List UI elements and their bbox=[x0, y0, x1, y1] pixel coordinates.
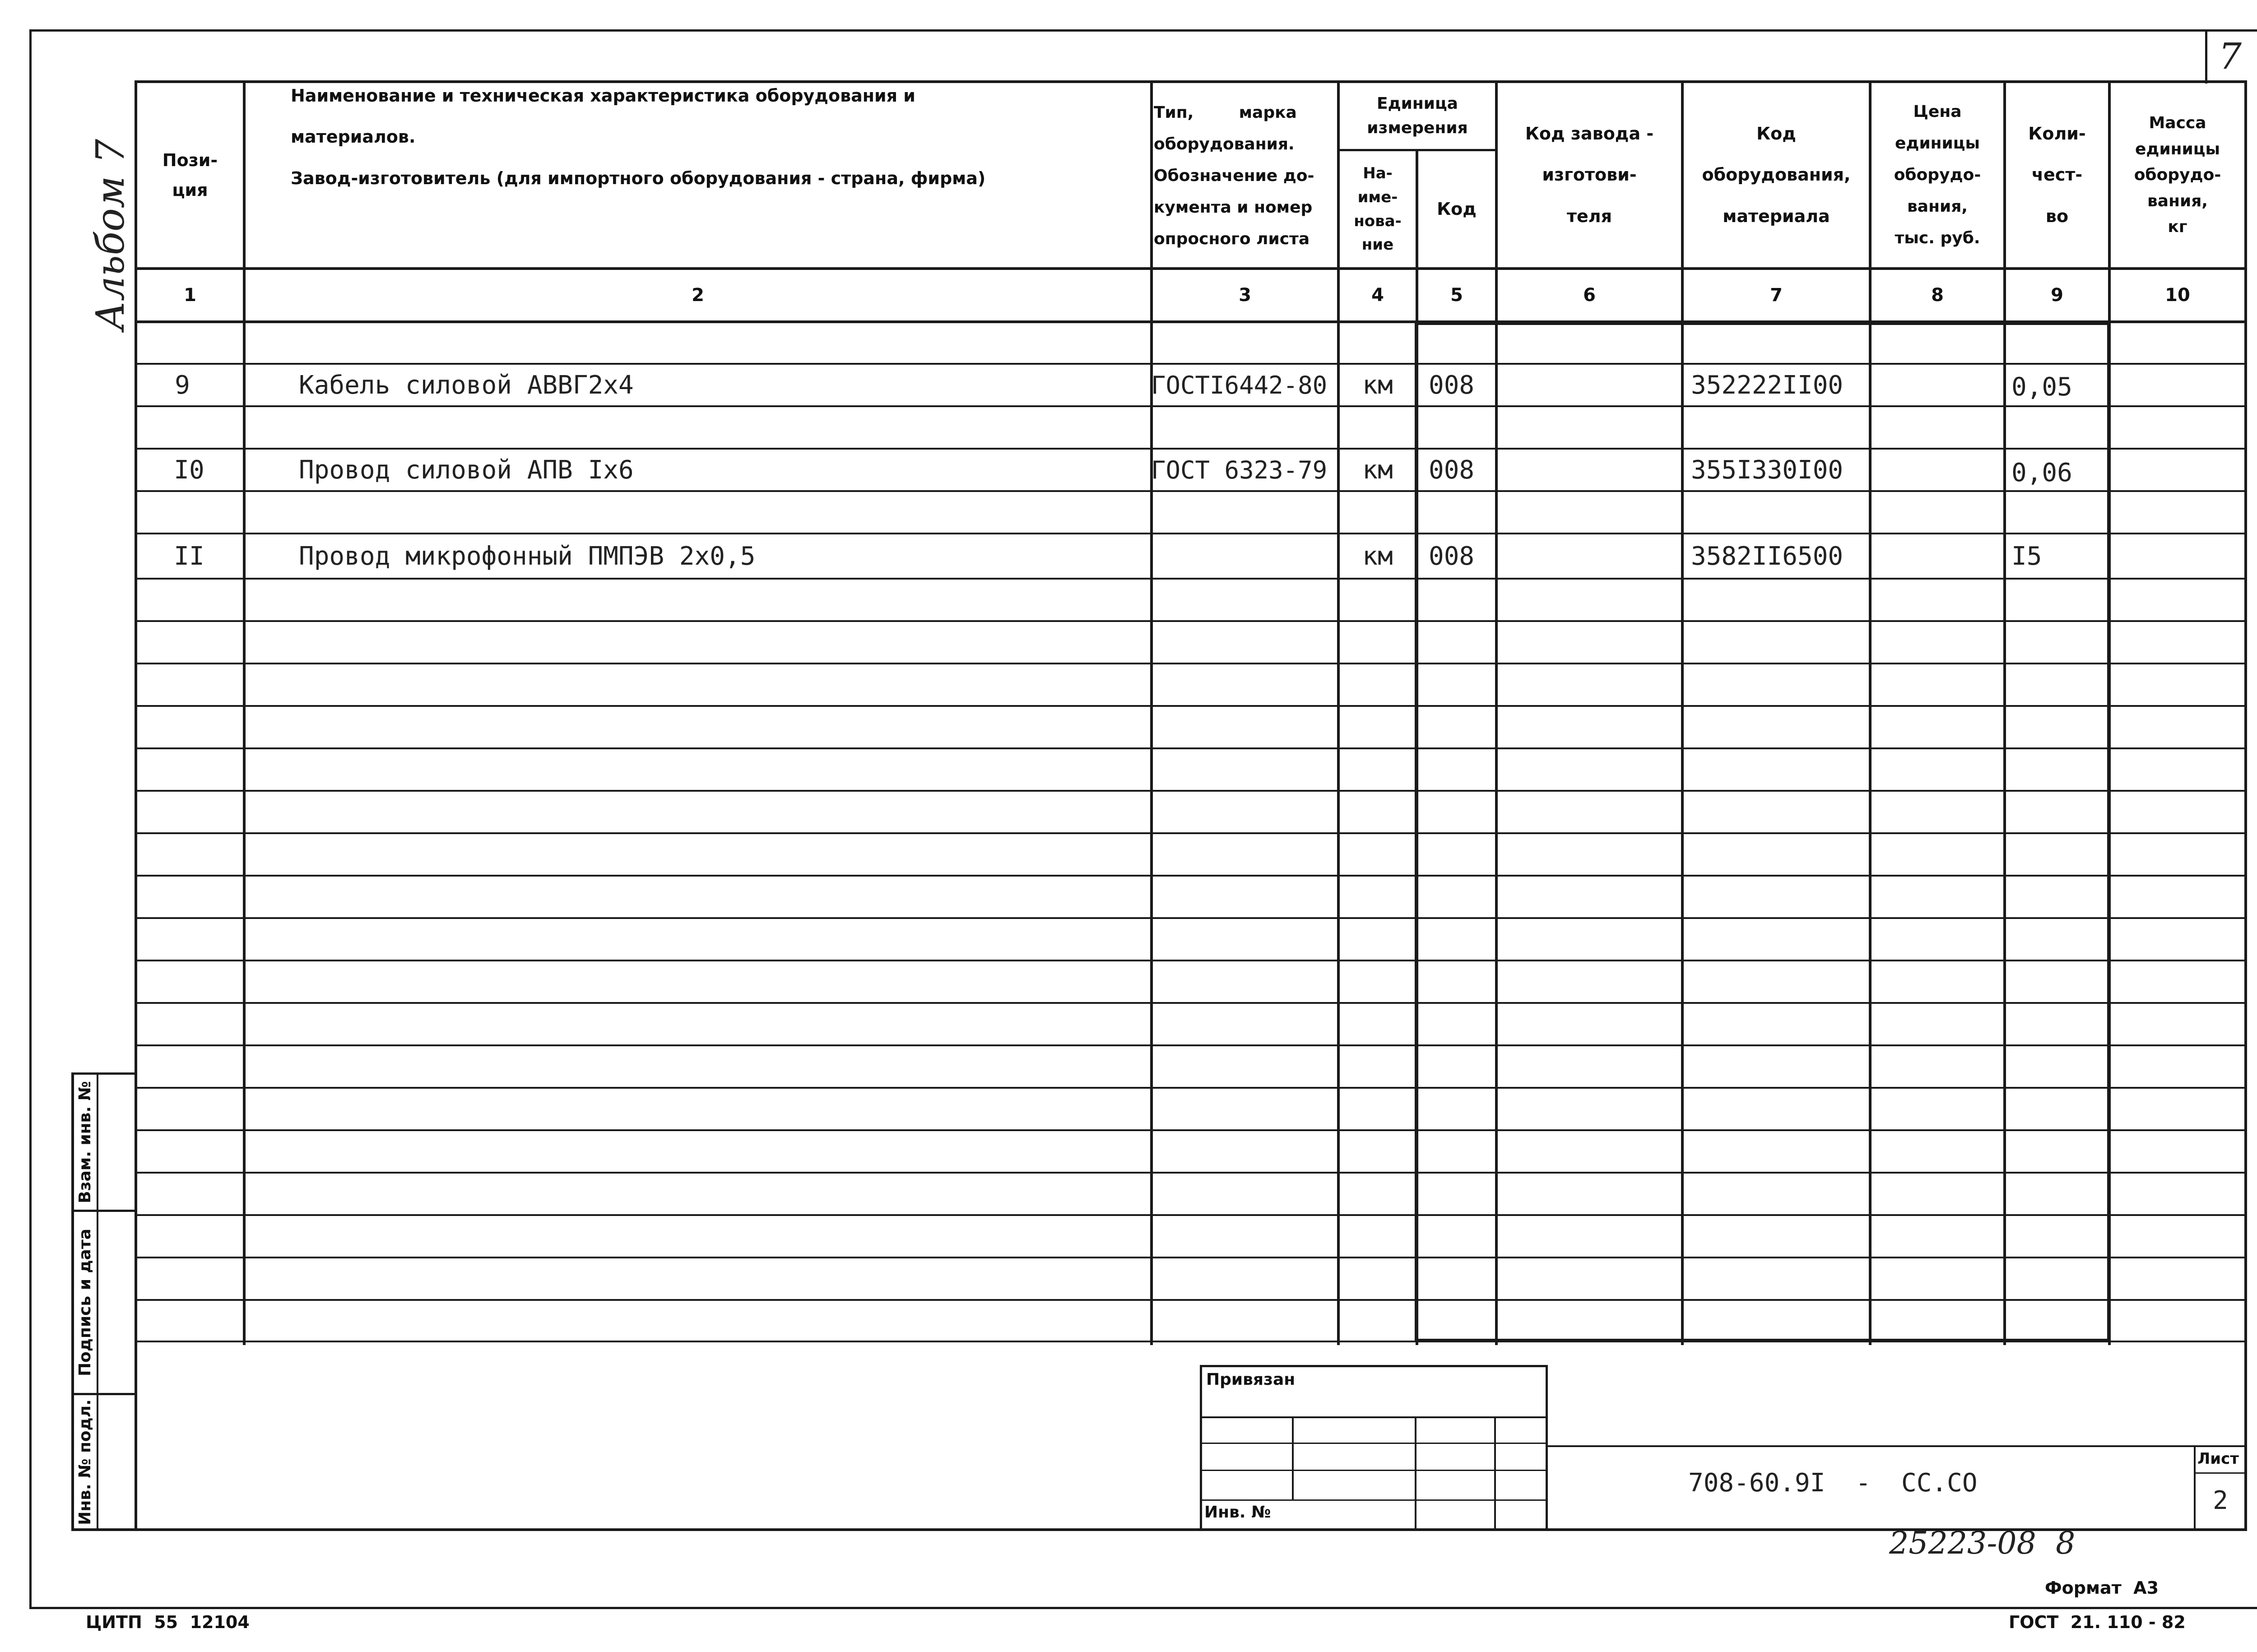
album-label: Альбом 7 bbox=[88, 139, 133, 331]
header-col-6: Код завода - изготови- теля bbox=[1525, 124, 1654, 226]
header-col-1: Пози- ция bbox=[162, 150, 218, 200]
header-col-2: Наименование и техническая характеристика оборудования и материалов. Завод-изготовитель (для импортного оборудования - страна, фирма) bbox=[291, 86, 986, 188]
outer-frame-top bbox=[29, 29, 2257, 32]
side-stamp-replace-label: Взам. инв. № bbox=[75, 1081, 94, 1203]
outer-frame-bottom bbox=[29, 1607, 2257, 1609]
col-num-2: 2 bbox=[692, 285, 704, 306]
header-col-9: Коли- чест- во bbox=[2028, 124, 2086, 226]
side-stamp-signature-label: Подпись и дата bbox=[75, 1228, 94, 1376]
table-row-qty: 0,06 bbox=[2011, 458, 2072, 487]
stamp-linked-label: Привязан bbox=[1206, 1370, 1296, 1389]
col-num-7: 7 bbox=[1770, 285, 1783, 306]
table-row-code: 355I330I00 bbox=[1691, 455, 1844, 485]
stamp-sheet-value: 2 bbox=[2213, 1485, 2228, 1515]
table-row-qty: 0,05 bbox=[2011, 372, 2072, 402]
col-num-4: 4 bbox=[1371, 285, 1384, 306]
standard-label: ГОСТ 21. 110 - 82 bbox=[2009, 1612, 2186, 1632]
header-col-7: Код оборудования, материала bbox=[1702, 124, 1851, 226]
stamp-document-code: 708-60.9I - CC.CO bbox=[1688, 1468, 1978, 1498]
col-num-8: 8 bbox=[1931, 285, 1944, 306]
table-row-unit: км bbox=[1362, 370, 1393, 400]
header-col-4: На- име- нова- ние bbox=[1354, 164, 1402, 254]
table-row-unit: км bbox=[1362, 455, 1393, 485]
table-row-doc: ГОСТ 6323-79 bbox=[1151, 455, 1328, 484]
table-row-pos: II bbox=[174, 541, 204, 571]
side-stamp-signature bbox=[72, 1212, 98, 1392]
col-num-6: 6 bbox=[1583, 285, 1596, 306]
outer-frame-left bbox=[29, 29, 32, 1609]
publisher-label: ЦИТП 55 12104 bbox=[86, 1612, 250, 1632]
table-row-unit-code: 008 bbox=[1429, 455, 1475, 485]
table-row-name: Провод силовой АПВ Iх6 bbox=[299, 455, 634, 485]
col-num-3: 3 bbox=[1239, 285, 1251, 306]
table-right bbox=[2244, 80, 2247, 1531]
col-num-1: 1 bbox=[184, 285, 196, 306]
stamp-sheet-label: Лист bbox=[2197, 1450, 2239, 1468]
side-stamp-replace bbox=[72, 1074, 98, 1210]
table-row-doc: ГОСТI6442-80 bbox=[1151, 371, 1328, 399]
table-row-unit: км bbox=[1362, 541, 1393, 571]
table-row-qty: I5 bbox=[2011, 541, 2042, 571]
col-num-5: 5 bbox=[1450, 285, 1463, 306]
col-num-10: 10 bbox=[2165, 285, 2190, 306]
header-col-10: Масса единицы оборудо- вания, кг bbox=[2134, 114, 2221, 237]
table-row-code: 3582II6500 bbox=[1691, 541, 1844, 571]
header-col-8: Цена единицы оборудо- вания, тыс. руб. bbox=[1894, 102, 1981, 248]
col-num-9: 9 bbox=[2051, 285, 2063, 306]
sheet-number: 7 bbox=[2219, 35, 2242, 77]
format-label: Формат А3 bbox=[2045, 1578, 2159, 1598]
table-row-pos: 9 bbox=[175, 370, 190, 400]
side-stamp-inventory-label: Инв. № подл. bbox=[75, 1399, 94, 1525]
table-row-pos: I0 bbox=[174, 455, 204, 485]
header-unit-group: Единица измерения bbox=[1367, 94, 1468, 137]
header-col-5: Код bbox=[1437, 199, 1477, 219]
archive-number: 25223-08 8 bbox=[1889, 1526, 2076, 1561]
stamp-inv-label: Инв. № bbox=[1204, 1503, 1271, 1522]
side-stamp-inventory bbox=[72, 1395, 98, 1529]
table-row-unit-code: 008 bbox=[1429, 541, 1475, 571]
table-row-unit-code: 008 bbox=[1429, 370, 1475, 400]
table-row-name: Кабель силовой АВВГ2х4 bbox=[299, 370, 634, 400]
header-col-3: Тип, марка оборудования. Обозначение до- кумента и номер опросного листа bbox=[1154, 103, 1314, 249]
table-row-code: 352222II00 bbox=[1691, 370, 1844, 400]
table-row-name: Провод микрофонный ПМПЭВ 2х0,5 bbox=[299, 541, 756, 571]
